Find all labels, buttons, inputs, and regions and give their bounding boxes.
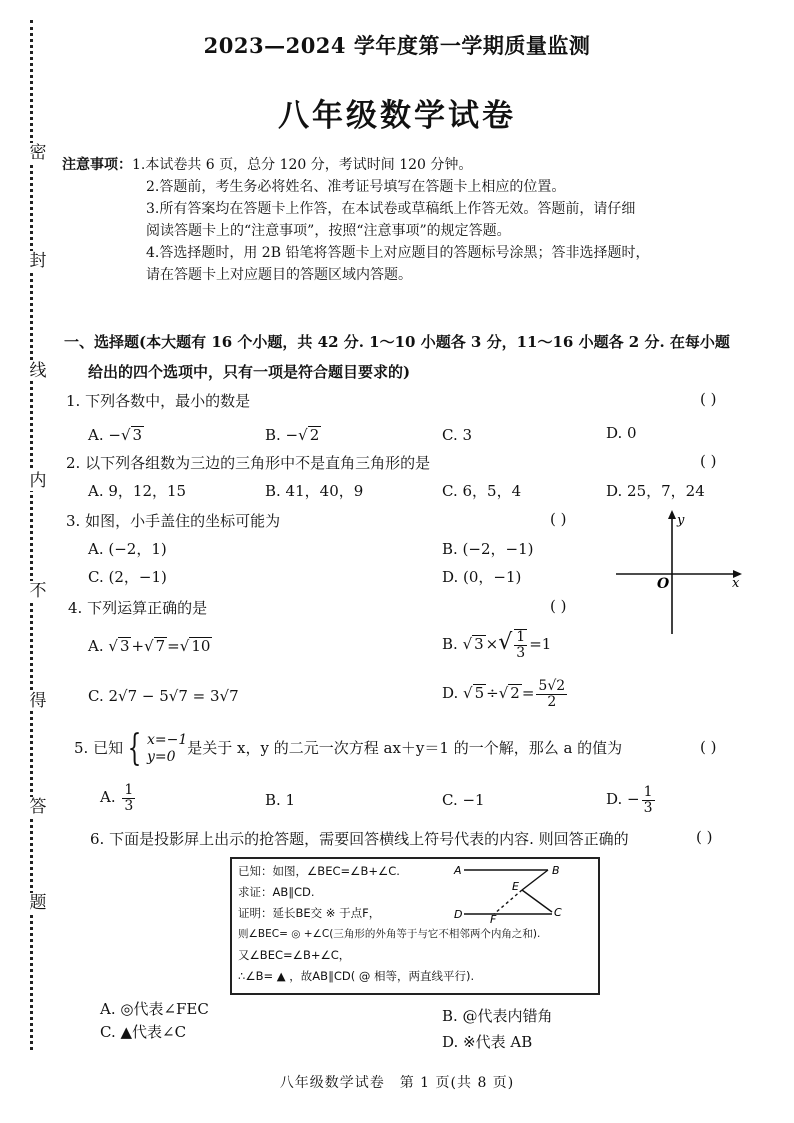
x-axis-label: x [732, 576, 740, 591]
q5-row2: y=0 [147, 749, 176, 765]
q4-d-div: ÷ [486, 684, 499, 702]
q4-d-num: 5√2 [538, 677, 566, 694]
q4-d-den: 2 [547, 693, 557, 710]
q1-option-a-label: A. − [88, 426, 121, 444]
segment-ec [522, 890, 552, 912]
side-char-3: 线 [26, 361, 50, 381]
q2-answer-paren: ( ) [700, 452, 717, 470]
q4-b-label: B. [442, 635, 463, 653]
q6-box-line-6: ∴∠B= ▲ ，故AB∥CD( @ 相等，两直线平行). [238, 969, 475, 983]
q6-box-line-2: 求证：AB∥CD. [238, 885, 315, 899]
q4-b-eq: =1 [529, 635, 552, 653]
q3-option-c: C. (2，−1) [88, 568, 167, 586]
section-heading-1: 一、选择题(本大题有 16 个小题，共 42 分. 1～10 小题各 3 分，11～16 小题各 2 分. 在每小题 [64, 333, 730, 351]
q3-stem: 3. 如图，小手盖住的坐标可能为 [66, 512, 281, 530]
q4-b-num: 1 [516, 629, 526, 645]
notes-label: 注意事项： [62, 157, 132, 173]
q4-stem: 4. 下列运算正确的是 [68, 599, 208, 617]
note-4: 4.答选择题时，用 2B 铅笔将答题卡上对应题目的答题标号涂黑；答非选择题时， [146, 245, 650, 261]
q4-option-b: B. √ 3 ×√ $\frac{1}{3}$ =1 [442, 629, 552, 661]
q1-answer-paren: ( ) [700, 390, 717, 408]
note-1: 1.本试卷共 6 页，总分 120 分，考试时间 120 分钟。 [132, 157, 473, 173]
segment-ef-dashed [494, 890, 522, 914]
note-3b: 阅读答题卡上的“注意事项”，按照“注意事项”的规定答题。 [146, 223, 511, 239]
q4-d-r1: 5 [474, 684, 485, 702]
q3-option-d: D. (0，−1) [442, 568, 522, 586]
q4-option-d: D. √ 5 ÷√ 2 = $\frac{5√2}{2}$ [442, 677, 566, 710]
q3-option-b: B. (−2，−1) [442, 540, 534, 558]
q5-answer-paren: ( ) [700, 738, 717, 756]
side-char-7: 答 [26, 797, 50, 817]
q5-post: 是关于 x，y 的二元一次方程 ax＋y＝1 的一个解，那么 a 的值为 [187, 739, 623, 757]
exam-title: 2023—2024 学年度第一学期质量监测 [203, 33, 591, 58]
q5-d-den: 3 [643, 799, 653, 816]
note-2: 2.答题前，考生务必将姓名、准考证号填写在答题卡上相应的位置。 [146, 179, 566, 195]
q6-box-line-4: 则∠BEC= ◎ +∠C(三角形的外角等于与它不相邻两个内角之和). [238, 928, 541, 940]
q5-system: { x=−1 y=0 [127, 728, 188, 769]
q1-stem: 1. 下列各数中，最小的数是 [66, 392, 251, 410]
q6-answer-paren: ( ) [696, 828, 713, 846]
q1-option-b: B. −√ 2 [265, 426, 320, 444]
q6-box-line-3: 证明：延长BE交 ※ 于点F， [238, 906, 381, 920]
q1-a-radicand: 3 [132, 426, 143, 444]
section-heading-2: 给出的四个选项中，只有一项是符合题目要求的) [88, 363, 411, 381]
q5-stem [74, 730, 622, 767]
q5-row1: x=−1 [147, 732, 188, 748]
side-char-6: 得 [26, 691, 50, 711]
q1-option-b-label: B. − [265, 426, 299, 444]
side-char-8: 题 [26, 893, 50, 913]
q5-option-d [606, 782, 657, 816]
q4-d-eq: = [521, 684, 535, 702]
y-axis-label: y [677, 513, 685, 528]
q4-a-r3: 10 [191, 637, 211, 655]
exam-subtitle: 八年级数学试卷 [278, 98, 516, 134]
q4-option-a: A. √ 3 +√ 7 =√ 10 [88, 637, 211, 655]
q6-option-c: C. ▲代表∠C [100, 1023, 187, 1041]
label-f: F [490, 913, 497, 924]
q5-a-den: 3 [124, 797, 134, 814]
q2-option-a: A. 9，12，15 [88, 482, 187, 500]
q4-option-c: C. 2√7 − 5√7 = 3√7 [88, 687, 239, 705]
q4-a-plus: + [131, 637, 145, 655]
q1-b-radicand: 2 [309, 426, 320, 444]
label-d: D [454, 908, 463, 921]
side-char-4: 内 [26, 471, 50, 491]
side-char-2: 封 [26, 251, 50, 271]
q6-stem: 6. 下面是投影屏上出示的抢答题，需要回答横线上符号代表的内容. 则回答正确的 [90, 830, 629, 848]
label-e: E [512, 880, 519, 893]
q2-option-c: C. 6，5，4 [442, 482, 522, 500]
q4-a-label: A. [88, 637, 109, 655]
q4-d-r2: 2 [510, 684, 520, 702]
origin-label: O [657, 576, 670, 592]
q3-axes-figure [610, 508, 750, 636]
q5-option-c: C. −1 [442, 791, 485, 809]
q2-stem: 2. 以下列各组数为三边的三角形中不是直角三角形的是 [66, 454, 431, 472]
q1-option-c: C. 3 [442, 426, 473, 444]
side-char-1: 密 [26, 143, 50, 163]
q4-b-r1: 3 [474, 635, 484, 653]
q6-geometry-figure [450, 860, 590, 924]
q6-option-a: A. ◎代表∠FEC [100, 1000, 209, 1018]
side-char-5: 不 [26, 581, 50, 601]
q3-option-a: A. (−2，1) [88, 540, 167, 558]
page-footer: 八年级数学试卷 第 1 页(共 8 页) [279, 1075, 515, 1091]
q5-a-label: A. [100, 788, 121, 806]
q2-option-d: D. 25，7，24 [606, 482, 705, 500]
note-3: 3.所有答案均在答题卡上作答，在本试卷或草稿纸上作答无效。答题前，请仔细 [146, 201, 636, 217]
q5-option-b: B. 1 [265, 791, 296, 809]
q1-option-d: D. 0 [606, 424, 637, 442]
q6-box-line-5: 又∠BEC=∠B+∠C， [238, 948, 351, 962]
q4-b-den: 3 [516, 645, 526, 661]
q5-d-label: D. − [606, 790, 640, 808]
label-a: A [454, 864, 462, 877]
q5-a-num: 1 [124, 781, 134, 798]
q5-option-a [100, 780, 137, 814]
q5-pre: 5. 已知 [74, 739, 124, 757]
q4-answer-paren: ( ) [550, 597, 567, 615]
segment-be [522, 870, 548, 890]
q4-a-r1: 3 [119, 637, 130, 655]
note-4b: 请在答题卡上对应题目的答题区域内答题。 [146, 267, 412, 283]
q6-option-d: D. ※代表 AB [442, 1033, 533, 1051]
q6-option-b: B. @代表内错角 [442, 1007, 553, 1025]
q4-a-eq: = [167, 637, 180, 655]
q1-option-a: A. −√ 3 [88, 426, 143, 444]
y-axis-arrow [668, 510, 676, 519]
q2-option-b: B. 41，40，9 [265, 482, 364, 500]
label-c: C [554, 906, 562, 919]
q4-a-r2: 7 [155, 637, 166, 655]
q3-answer-paren: ( ) [550, 510, 567, 528]
notes-block [62, 154, 649, 286]
label-b: B [552, 864, 560, 877]
q6-box-line-1: 已知：如图，∠BEC=∠B+∠C. [238, 864, 400, 878]
q4-d-label: D. [442, 684, 464, 702]
q5-d-num: 1 [643, 783, 653, 800]
q4-b-times: × [485, 635, 499, 653]
